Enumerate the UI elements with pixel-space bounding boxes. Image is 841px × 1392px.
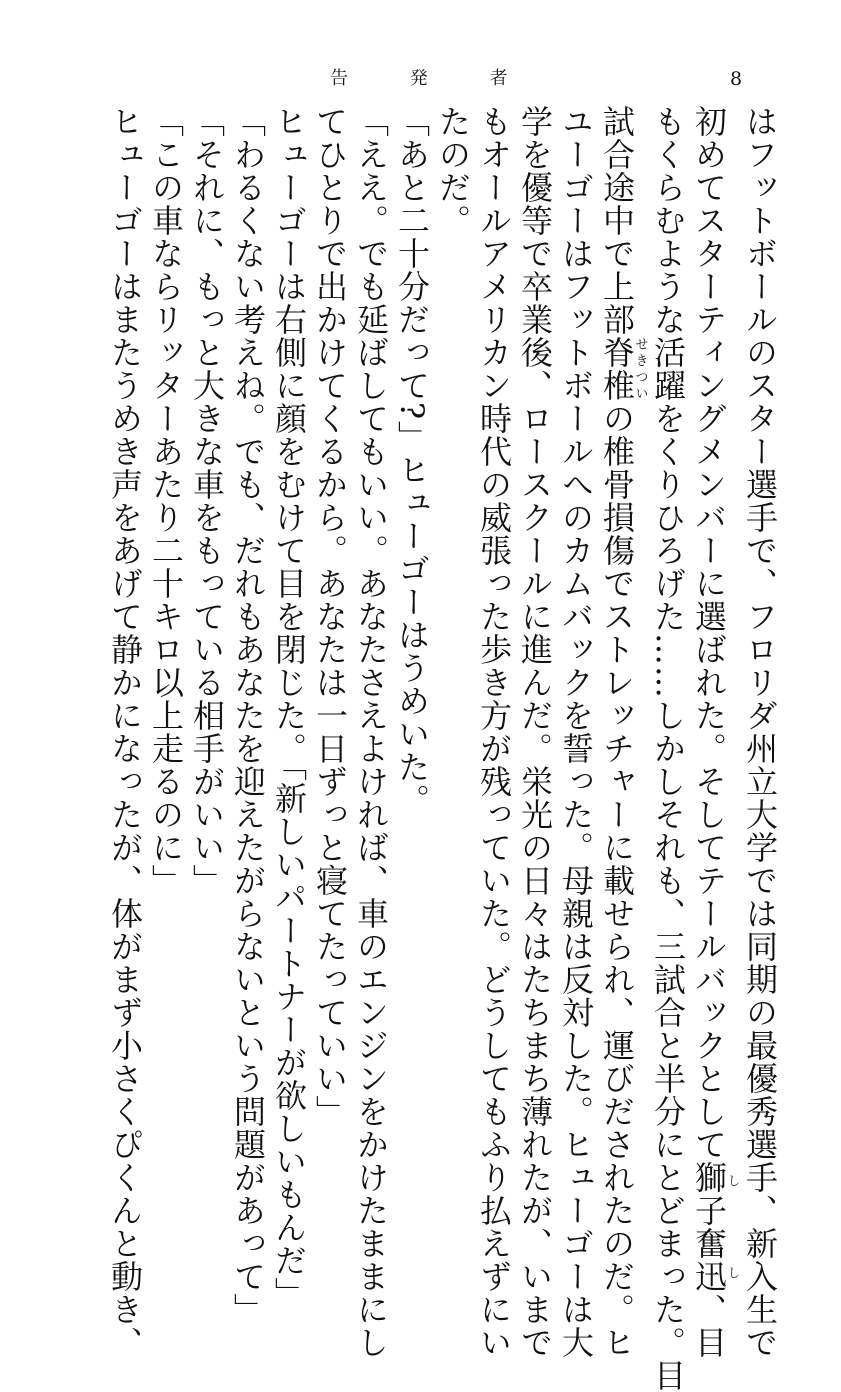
text-column-11: てひとりで出かけてくるから。あなたは一日ずっと寝てたっていい」	[311, 105, 349, 1128]
text-column-1: はフットボールのスター選手で、フロリダ州立大学では同期の最優秀選手、新入生で	[741, 105, 779, 1359]
ruby-shishi: 獅子奮迅しし	[690, 1161, 740, 1293]
text-column-7: もオールアメリカン時代の威張った歩き方が残っていた。どうしてもふり払えずにい	[475, 105, 513, 1359]
text-column-4: 試合途中で上部脊椎せきついの椎骨損傷でストレッチャーに載せられ、運びだされたのだ。ヒ	[598, 105, 648, 1359]
ruby-sekitsui: 脊椎せきつい	[598, 336, 648, 402]
text-column-8: たのだ。	[434, 105, 472, 237]
page-number: 8	[730, 68, 743, 90]
text-column-10: 「ええ。でも延ばしてもいい。あなたさえよければ、車のエンジンをかけたままにし	[352, 105, 390, 1359]
text-column-13: 「わるくない考えね。でも、だれもあなたを迎えたがらないという問題があって」	[229, 105, 267, 1326]
text-column-3: もくらむような活躍をくりひろげた……しかしそれも、三試合と半分にとどまった。目	[649, 105, 687, 1392]
text-column-15: 「この車ならリッターあたり二十キロ以上走るのに」	[147, 105, 185, 897]
running-header-title: 告 発 者	[330, 68, 536, 89]
text-column-12: ヒューゴーは右側に顔をむけて目を閉じた。「新しいパートナーが欲しいもんだ」	[270, 105, 308, 1310]
vertical-body-text	[90, 105, 780, 1392]
text-column-14: 「それに、もっと大きな車をもっている相手がいい」	[188, 105, 226, 897]
text-column-9: 「あと二十分だって?」ヒューゴーはうめいた。	[393, 105, 431, 817]
text-column-5: ユーゴーはフットボールへのカムバックを誓った。母親は反対した。ヒューゴーは大	[557, 105, 595, 1359]
text-column-16: ヒューゴーはまたうめき声をあげて静かになったが、体がまず小さくぴくんと動き、	[106, 105, 144, 1359]
text-column-2: 初めてスターティングメンバーに選ばれた。そしてテールバックとして獅子奮迅しし、目	[690, 105, 740, 1359]
text-column-6: 学を優等で卒業後、ロースクールに進んだ。栄光の日々はたちまち薄れたが、いまで	[516, 105, 554, 1359]
